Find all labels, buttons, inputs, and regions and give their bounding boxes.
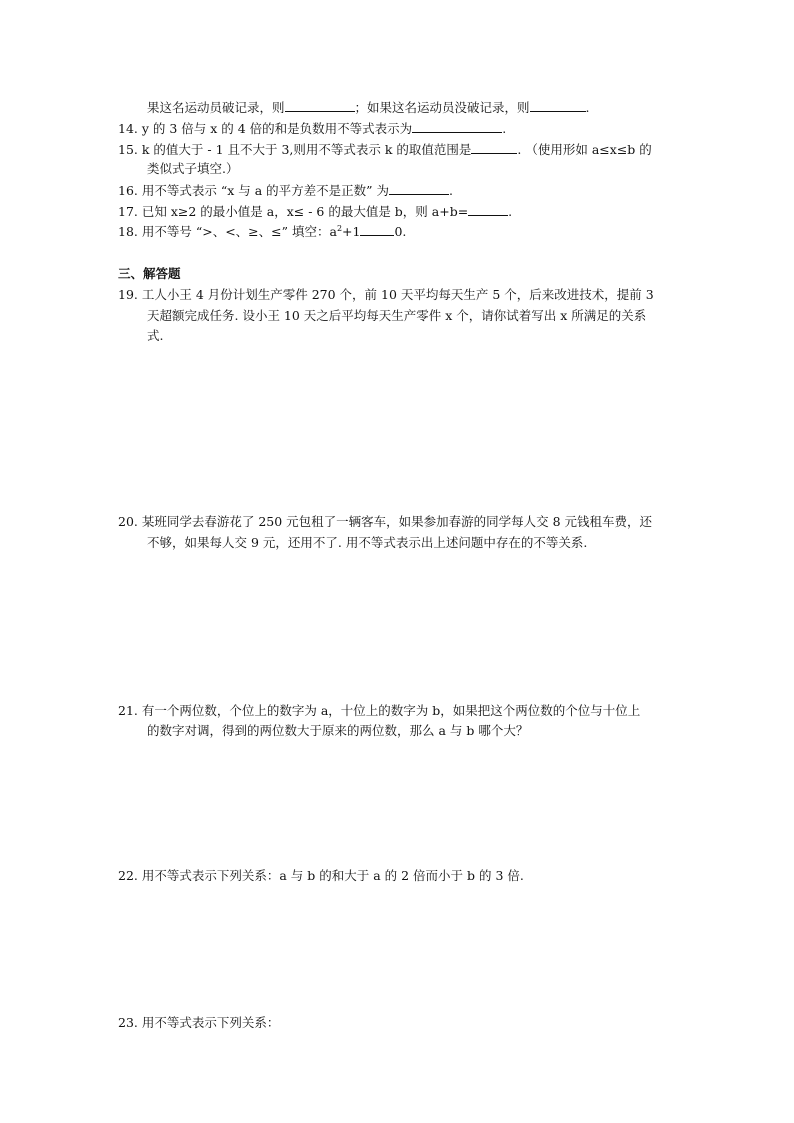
question-14	[118, 118, 506, 138]
question-21-line2: 的数字对调，得到的两位数大于原来的两位数，那么 a 与 b 哪个大？	[147, 723, 529, 738]
question-17	[118, 201, 512, 221]
question-19-line2: 天超额完成任务. 设小王 10 天之后平均每天生产零件 x 个，请你试着写出 x 所满足的关系	[147, 308, 647, 323]
question-21-line1: 21. 有一个两位数，个位上的数字为 a，十位上的数字为 b，如果把这个两位数的个位与十位上	[118, 703, 641, 718]
question-20-line2: 不够，如果每人交 9 元，还用不了. 用不等式表示出上述问题中存在的不等关系.	[147, 535, 588, 550]
q17-text: 17. 已知 x≥2 的最小值是 a，x≤ - 6 的最大值是 b，则 a+b=	[118, 204, 469, 219]
q16-text: .	[449, 183, 453, 198]
question-16	[118, 180, 453, 200]
q17-text: .	[508, 204, 513, 219]
section-title: 三、解答题	[118, 266, 181, 281]
q16-text: 16. 用不等式表示 “x 与 a 的平方差不是正数” 为	[118, 183, 390, 198]
answer-blank	[471, 139, 517, 154]
q14-text: .	[502, 121, 507, 136]
q18-text: 18. 用不等号 “>、<、≥、≤” 填空：a	[118, 224, 337, 239]
answer-blank	[468, 201, 508, 216]
question-22: 22. 用不等式表示下列关系：a 与 b 的和大于 a 的 2 倍而小于 b 的 3 倍.	[118, 868, 524, 883]
q18-text: +1	[342, 224, 361, 239]
q13-text: .	[585, 100, 590, 115]
answer-blank	[530, 97, 586, 112]
q14-text: 14. y 的 3 倍与 x 的 4 倍的和是负数用不等式表示为	[118, 121, 413, 136]
answer-blank	[360, 221, 394, 236]
question-18	[118, 221, 406, 241]
question-20-line1: 20. 某班同学去春游花了 250 元包租了一辆客车，如果参加春游的同学每人交 8 元钱租车费，还	[118, 514, 653, 529]
answer-blank	[389, 180, 449, 195]
q15-text: 15. k 的值大于 - 1 且不大于 3,则用不等式表示 k 的取值范围是	[118, 142, 472, 157]
answer-blank	[412, 118, 502, 133]
q18-text: 0.	[394, 224, 407, 239]
question-13-continuation	[147, 97, 590, 117]
question-15-line2: 类似式子填空.）	[147, 161, 239, 176]
q13-text: ；如果这名运动员没破记录，则	[354, 100, 530, 115]
question-23: 23. 用不等式表示下列关系：	[118, 1015, 280, 1030]
answer-blank	[285, 97, 355, 112]
question-19-line1: 19. 工人小王 4 月份计划生产零件 270 个，前 10 天平均每天生产 5 个，后来改进技术，提前 3	[118, 287, 654, 302]
q13-text: 果这名运动员破记录，则	[147, 100, 285, 115]
superscript: 2	[336, 223, 343, 233]
question-19-line3: 式.	[147, 328, 164, 343]
q15-text: . （使用形如 a≤x≤b 的	[517, 142, 652, 157]
question-15	[118, 139, 652, 159]
